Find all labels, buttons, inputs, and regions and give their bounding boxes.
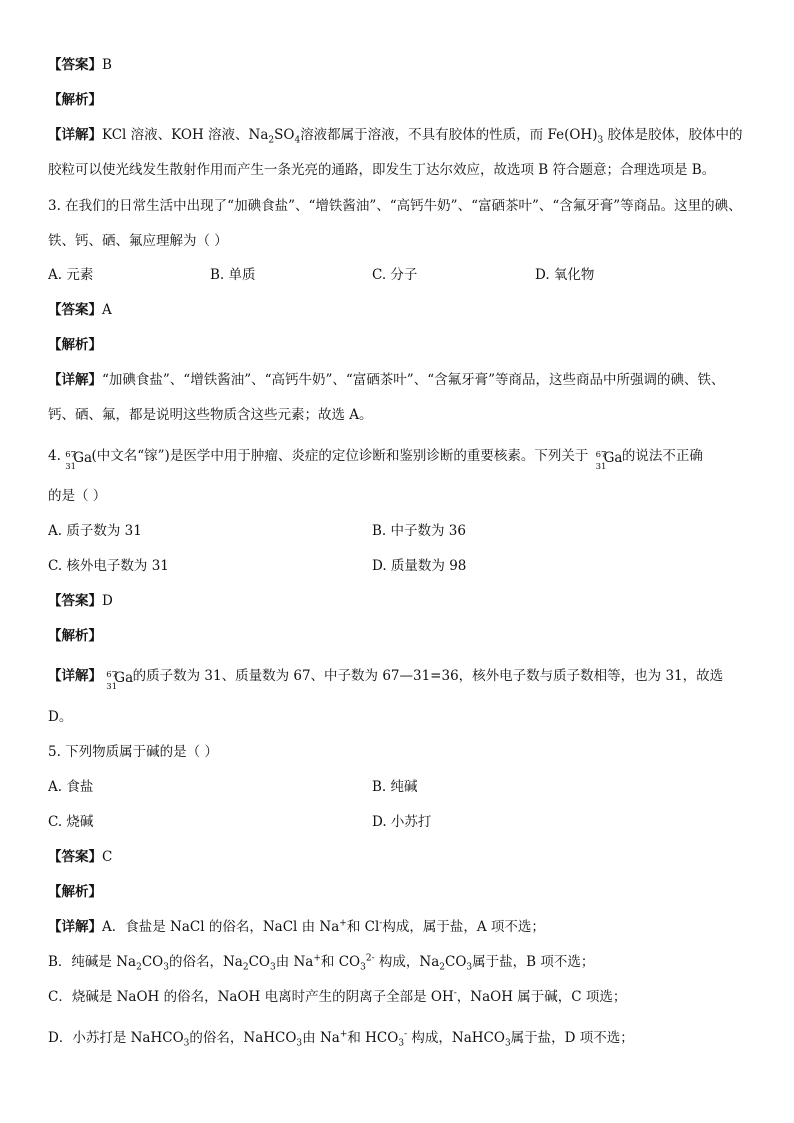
analysis-label: 【解析】	[48, 92, 102, 108]
option-a: A. 元素	[48, 267, 94, 283]
option-c: C. 分子	[372, 267, 418, 283]
question-3: 3. 在我们的日常生活中出现了“加碘食盐”、“增铁酱油”、“高钙牛奶”、“富硒茶叶”、“含氟牙膏”等商品。这里的碘、	[48, 198, 742, 214]
detail-line: 【详解】KCl 溶液、KOH 溶液、$Na_2SO_4$溶液都属于溶液，不具有胶体的性质，而 $Fe(OH)_3$ 胶体是胶体，胶体中的	[48, 127, 743, 146]
question-4: 4. 67 31 Ga (中文名“镓”)是医学中用于肿瘤、炎症的定位诊断和鉴别诊断的重要核素。下列关于 67 31 Ga 的说法不正确	[48, 448, 703, 472]
option-a: A. 食盐	[48, 779, 94, 795]
question-4-cont: 的是（ ）	[48, 488, 107, 504]
question-5: 5. 下列物质属于碱的是（ ）	[48, 744, 218, 760]
detail-line-d: D．小苏打是 NaHCO$_3$的俗名，NaHCO$_3$由 Na+和 $HCO_3^-$ 构成，NaHCO$_3$属于盐，D 项不选；	[48, 1029, 634, 1049]
option-b: B. 中子数为 36	[372, 523, 466, 539]
option-d: D. 氧化物	[535, 267, 595, 283]
nuclide-ga: 67 31 Ga	[65, 449, 93, 472]
option-b: B. 单质	[210, 267, 256, 283]
option-a: A. 质子数为 31	[48, 523, 142, 539]
nuclide-ga: 67 31 Ga	[595, 449, 623, 472]
option-d: D. 小苏打	[372, 814, 432, 830]
detail-line: D。	[48, 709, 73, 725]
analysis-label: 【解析】	[48, 884, 102, 900]
detail-line: 【详解】“加碘食盐”、“增铁酱油”、“高钙牛奶”、“富硒茶叶”、“含氟牙膏”等商品，这些商品中所强调的碘、铁、	[48, 372, 725, 388]
detail-line: 【详解】 67 31 Ga 的质子数为 31、质量数为 67、中子数为 67—31=36，核外电子数与质子数相等，也为 31，故选	[48, 668, 724, 692]
analysis-label: 【解析】	[48, 628, 102, 644]
answer-line: 【答案】B	[48, 57, 112, 73]
nuclide-ga: 67 31 Ga	[106, 669, 134, 692]
detail-line: 胶粒可以使光线发生散射作用而产生一条光亮的通路，即发生丁达尔效应，故选项 B 符合题意；合理选项是 B。	[48, 162, 716, 178]
answer-line: 【答案】D	[48, 593, 113, 609]
option-c: C. 核外电子数为 31	[48, 558, 169, 574]
analysis-label: 【解析】	[48, 337, 102, 353]
detail-line: 钙、硒、氟，都是说明这些物质含这些元素；故选 A。	[48, 407, 373, 423]
answer-line: 【答案】C	[48, 849, 113, 865]
detail-line-a: 【详解】A．食盐是 NaCl 的俗名，NaCl 由 Na+和 Cl-构成，属于盐，A 项不选；	[48, 918, 545, 935]
option-d: D. 质量数为 98	[372, 558, 467, 574]
question-3-cont: 铁、钙、硒、氟应理解为（ ）	[48, 233, 228, 249]
option-b: B. 纯碱	[372, 779, 418, 795]
detail-line-c: C．烧碱是 NaOH 的俗名，NaOH 电离时产生的阴离子全部是 OH-，NaOH 属于碱，C 项选；	[48, 988, 627, 1005]
detail-line-b: B．纯碱是 $Na_2CO_3$的俗名，$Na_2CO_3$由 Na+和 $CO_3^{2-}$ 构成，$Na_2CO_3$属于盐，B 项不选；	[48, 953, 595, 973]
option-c: C. 烧碱	[48, 814, 94, 830]
answer-line: 【答案】A	[48, 302, 112, 318]
